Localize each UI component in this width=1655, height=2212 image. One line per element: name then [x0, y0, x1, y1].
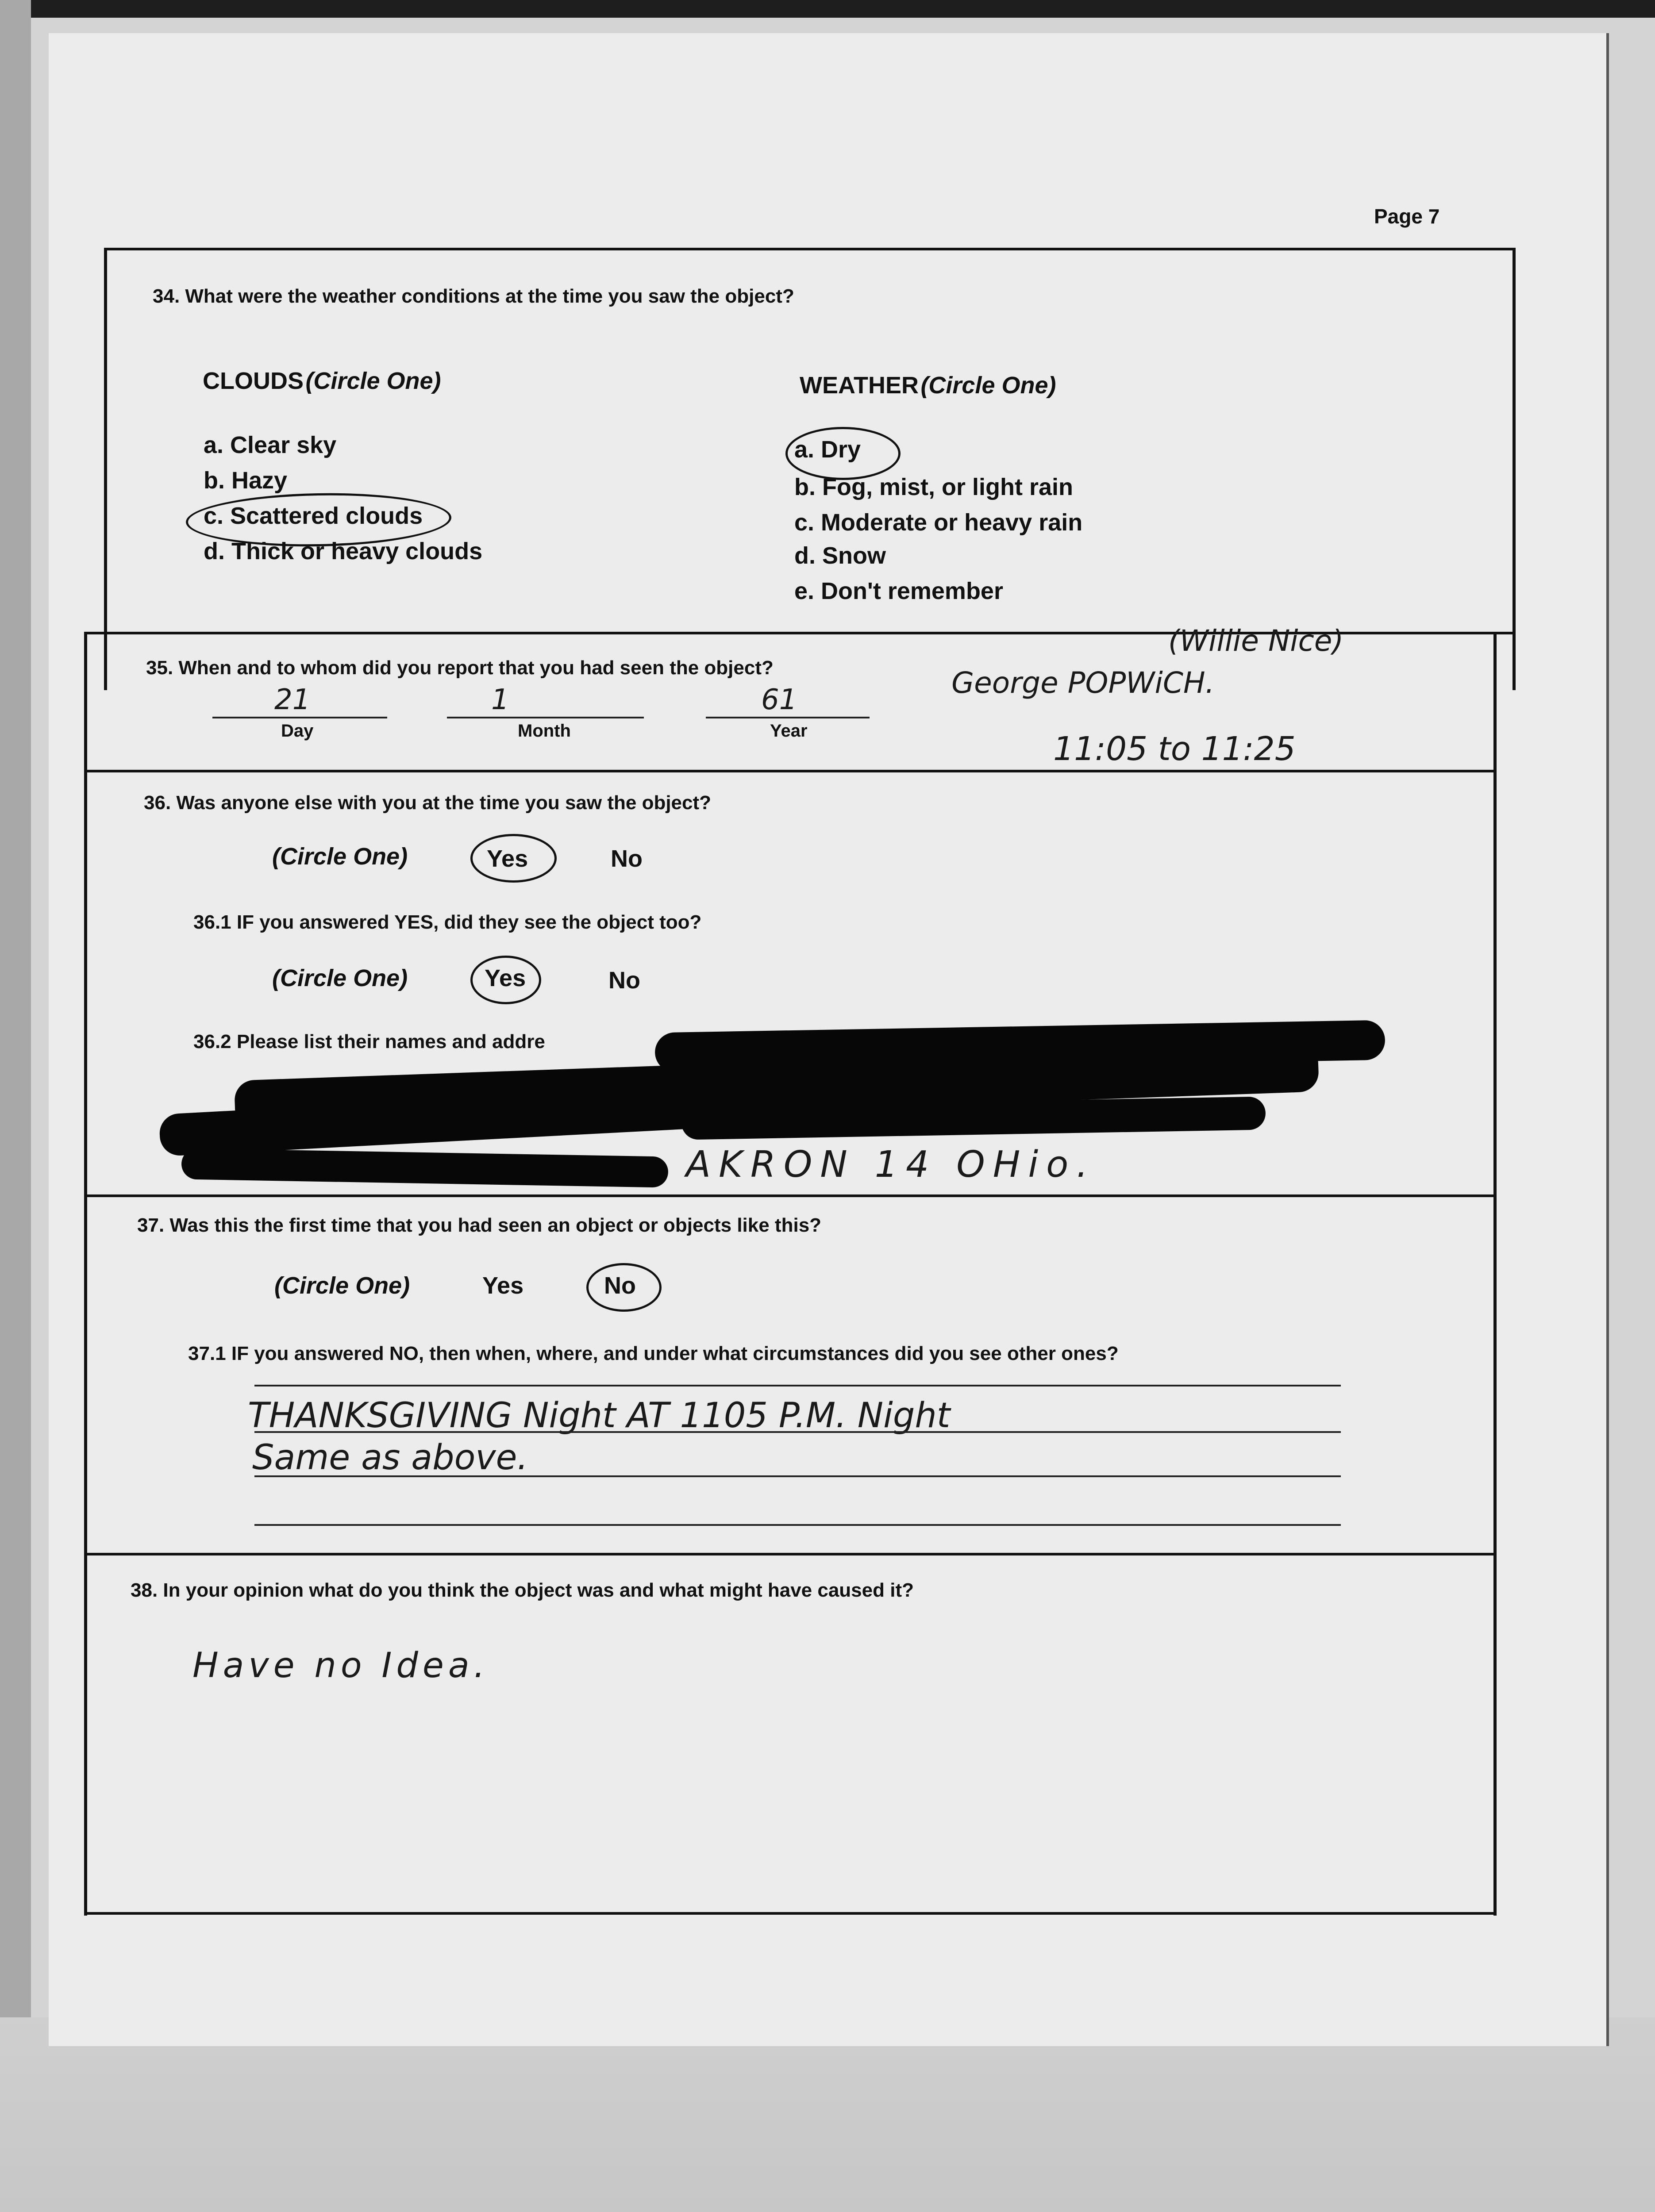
q37-1-line-1: [254, 1385, 1341, 1386]
clouds-option-b: b. Hazy: [204, 467, 288, 494]
q36-circle-hint: (Circle One): [272, 843, 408, 870]
q35-day-label: Day: [281, 721, 314, 741]
q36-1-circle-hint: (Circle One): [272, 965, 408, 991]
scan-left-edge: [0, 0, 31, 2017]
clouds-hint: (Circle One): [305, 368, 441, 394]
weather-option-c: c. Moderate or heavy rain: [794, 509, 1083, 536]
q36-no-option: No: [611, 845, 643, 872]
form-border-top: [104, 248, 1516, 250]
q37-1-answer-line-1: THANKSGIVING Night AT 1105 P.M. Night: [248, 1396, 951, 1436]
q35-question: 35. When and to whom did you report that you had seen the object?: [146, 657, 774, 679]
scan-top-edge: [0, 0, 1655, 18]
q35-recipient: George POPWiCH.: [951, 666, 1215, 700]
divider-q37: [84, 1194, 1497, 1197]
q37-1-answer-line-2: Same as above.: [252, 1438, 528, 1478]
clouds-option-a: a. Clear sky: [204, 432, 337, 458]
weather-heading: [800, 372, 1056, 399]
q38-question: 38. In your opinion what do you think the object was and what might have caused it?: [131, 1579, 914, 1601]
form-border-left-upper: [104, 248, 107, 690]
clouds-option-d: d. Thick or heavy clouds: [204, 538, 483, 565]
q38-answer: Have no Idea.: [192, 1646, 489, 1686]
q37-1-line-4: [254, 1524, 1341, 1526]
q35-day-line: [212, 717, 387, 718]
q37-1-question: 37.1 IF you answered NO, then when, where, and under what circumstances did you see other ones?: [188, 1343, 1119, 1364]
q35-recipient-note: (Willie Nice): [1168, 624, 1344, 658]
q34-question: 34. What were the weather conditions at the time you saw the object?: [153, 285, 794, 307]
clouds-heading: [203, 367, 441, 395]
q35-month-value: 1: [491, 684, 509, 716]
q37-question: 37. Was this the first time that you had seen an object or objects like this?: [137, 1214, 822, 1236]
q36-1-selection-circle: [470, 956, 541, 1004]
q35-year-line: [706, 717, 870, 718]
divider-q36: [84, 770, 1497, 772]
q35-year-value: 61: [761, 684, 797, 716]
page-number: Page 7: [1374, 205, 1440, 228]
form-border-right-lower: [1493, 633, 1497, 1916]
q37-1-line-3: [254, 1475, 1341, 1477]
weather-option-e: e. Don't remember: [794, 578, 1003, 604]
form-border-left-lower: [84, 633, 87, 1916]
q37-yes-option: Yes: [482, 1272, 524, 1299]
q36-2-visible-handwriting: AKRON 14 OHio.: [686, 1144, 1096, 1186]
q36-1-question: 36.1 IF you answered YES, did they see the object too?: [193, 911, 702, 933]
weather-heading-text: WEATHER: [800, 372, 919, 399]
weather-option-a: a. Dry: [794, 436, 861, 463]
q37-selection-circle: [586, 1263, 662, 1312]
q37-no-option: No: [604, 1272, 636, 1299]
q36-1-yes-option: Yes: [485, 965, 526, 991]
q36-yes-option: Yes: [487, 845, 528, 872]
q35-day-value: 21: [274, 684, 311, 716]
scan-background: [0, 2017, 1655, 2212]
q35-year-label: Year: [770, 721, 808, 741]
q36-2-question: 36.2 Please list their names and addre: [193, 1031, 545, 1052]
q36-question: 36. Was anyone else with you at the time you saw the object?: [144, 792, 712, 814]
q37-1-line-2: [254, 1431, 1341, 1433]
q36-selection-circle: [470, 834, 557, 883]
weather-hint: (Circle One): [920, 372, 1056, 399]
form-border-bottom: [84, 1912, 1497, 1915]
q35-month-line: [447, 717, 644, 718]
q36-1-no-option: No: [608, 967, 640, 994]
weather-option-d: d. Snow: [794, 542, 886, 569]
clouds-heading-text: CLOUDS: [203, 368, 304, 394]
q37-circle-hint: (Circle One): [274, 1272, 410, 1299]
q35-time: 11:05 to 11:25: [1053, 730, 1296, 768]
clouds-option-c: c. Scattered clouds: [204, 503, 423, 529]
weather-selection-circle: [785, 427, 901, 480]
form-border-right-upper: [1513, 248, 1516, 690]
weather-option-b: b. Fog, mist, or light rain: [794, 474, 1073, 500]
q35-month-label: Month: [518, 721, 571, 741]
divider-q38: [84, 1553, 1497, 1555]
